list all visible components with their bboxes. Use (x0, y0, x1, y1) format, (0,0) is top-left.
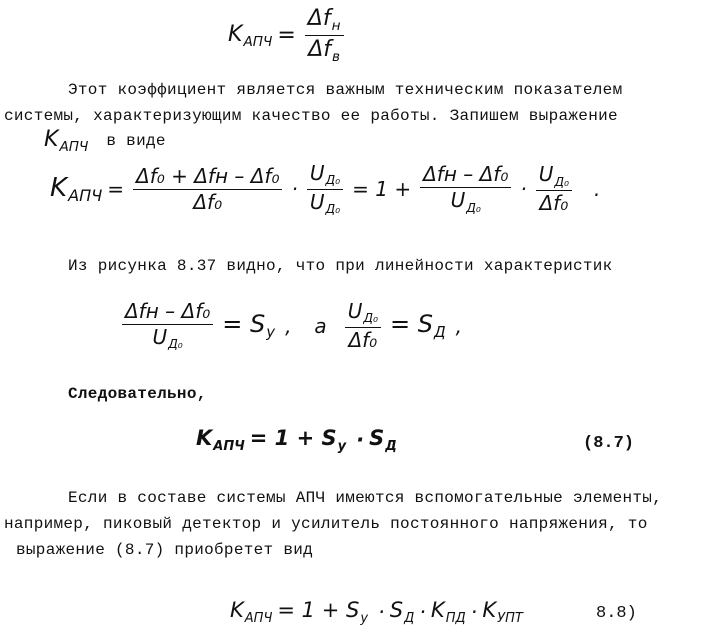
dot-operator: · (356, 427, 365, 452)
equation-number: 8.8) (596, 604, 637, 623)
k-upt: $K_{УПТ}$ (482, 598, 523, 626)
formula-k-apch-expanded (50, 162, 605, 216)
fraction: $\frac{U_{Д_0}}{\text{Δf₀}}$ (345, 300, 381, 352)
equation-number: (8.7) (583, 434, 635, 453)
formula-8-7 (196, 426, 397, 454)
formula-lhs: $K_{АПЧ}$ (230, 598, 273, 626)
dot-operator: · (520, 177, 527, 202)
dot-operator: · (419, 599, 426, 624)
equals-sign: = (277, 23, 296, 49)
equals-one-plus-s: = $1 + S_у$ (277, 598, 369, 626)
fraction: $\frac{\text{Δfн – Δf₀}}{U_{Д_0}}$ (122, 300, 213, 352)
formula-k-apch-definition (228, 6, 348, 66)
fraction: $\frac{\Delta f_н}{\Delta f_в}$ (305, 6, 344, 66)
k-pd: $K_{ПД}$ (430, 598, 466, 626)
period: . (594, 177, 601, 202)
s-d: $S_Д$ (369, 426, 397, 454)
paragraph-line: Из рисунка 8.37 видно, что при линейности характеристик (68, 257, 613, 275)
dot-operator: · (378, 599, 385, 624)
fraction: $\frac{U_{Д_0}}{U_{Д_0}}$ (307, 162, 343, 216)
paragraph-line: например, пиковый детектор и усилитель постоянного напряжения, то (4, 515, 648, 533)
paragraph-line: выражение (8.7) приобретет вид (16, 541, 314, 559)
paragraph-line (44, 127, 166, 155)
formula-8-8 (230, 598, 523, 626)
formula-lhs: $K_{АПЧ}$ (228, 22, 273, 50)
comma: , (285, 313, 292, 338)
dot-operator: · (291, 177, 298, 202)
equals-sign: = (107, 177, 125, 202)
conjunction: а (314, 313, 327, 338)
formula-lhs: $K_{АПЧ}$ (196, 426, 245, 454)
paragraph-line: системы, характеризующим качество ее работы. Запишем выражение (4, 107, 618, 125)
equals-one-plus: = 1 + (352, 177, 412, 202)
inline-text: в виде (106, 131, 166, 150)
equals-s: = $S_у$ (222, 310, 276, 342)
fraction: $\frac{\text{Δfн – Δf₀}}{U_{Д_0}}$ (420, 163, 511, 215)
paragraph-line: Если в составе системы АПЧ имеются вспомогательные элементы, (68, 489, 663, 507)
equals-one-plus-s: = $1 + S_у$ (249, 426, 347, 454)
formula-lhs: $K_{АПЧ}$ (50, 172, 103, 206)
fraction: $\frac{\text{Δf₀ + Δfн – Δf₀}}{\text{Δf₀}}$ (133, 165, 282, 214)
s-d: $S_Д$ (389, 598, 415, 626)
k-apch-symbol: $K_{АПЧ}$ (44, 127, 89, 155)
paragraph-line: Следовательно, (68, 385, 207, 403)
fraction: $\frac{U_{Д_0}}{\text{Δf₀}}$ (536, 163, 572, 215)
dot-operator: · (470, 599, 478, 624)
formula-slopes (118, 300, 467, 352)
comma: , (455, 313, 462, 338)
equals-s: = $S_Д$ (389, 310, 446, 342)
paragraph-line: Этот коэффициент является важным техническим показателем (68, 81, 623, 99)
